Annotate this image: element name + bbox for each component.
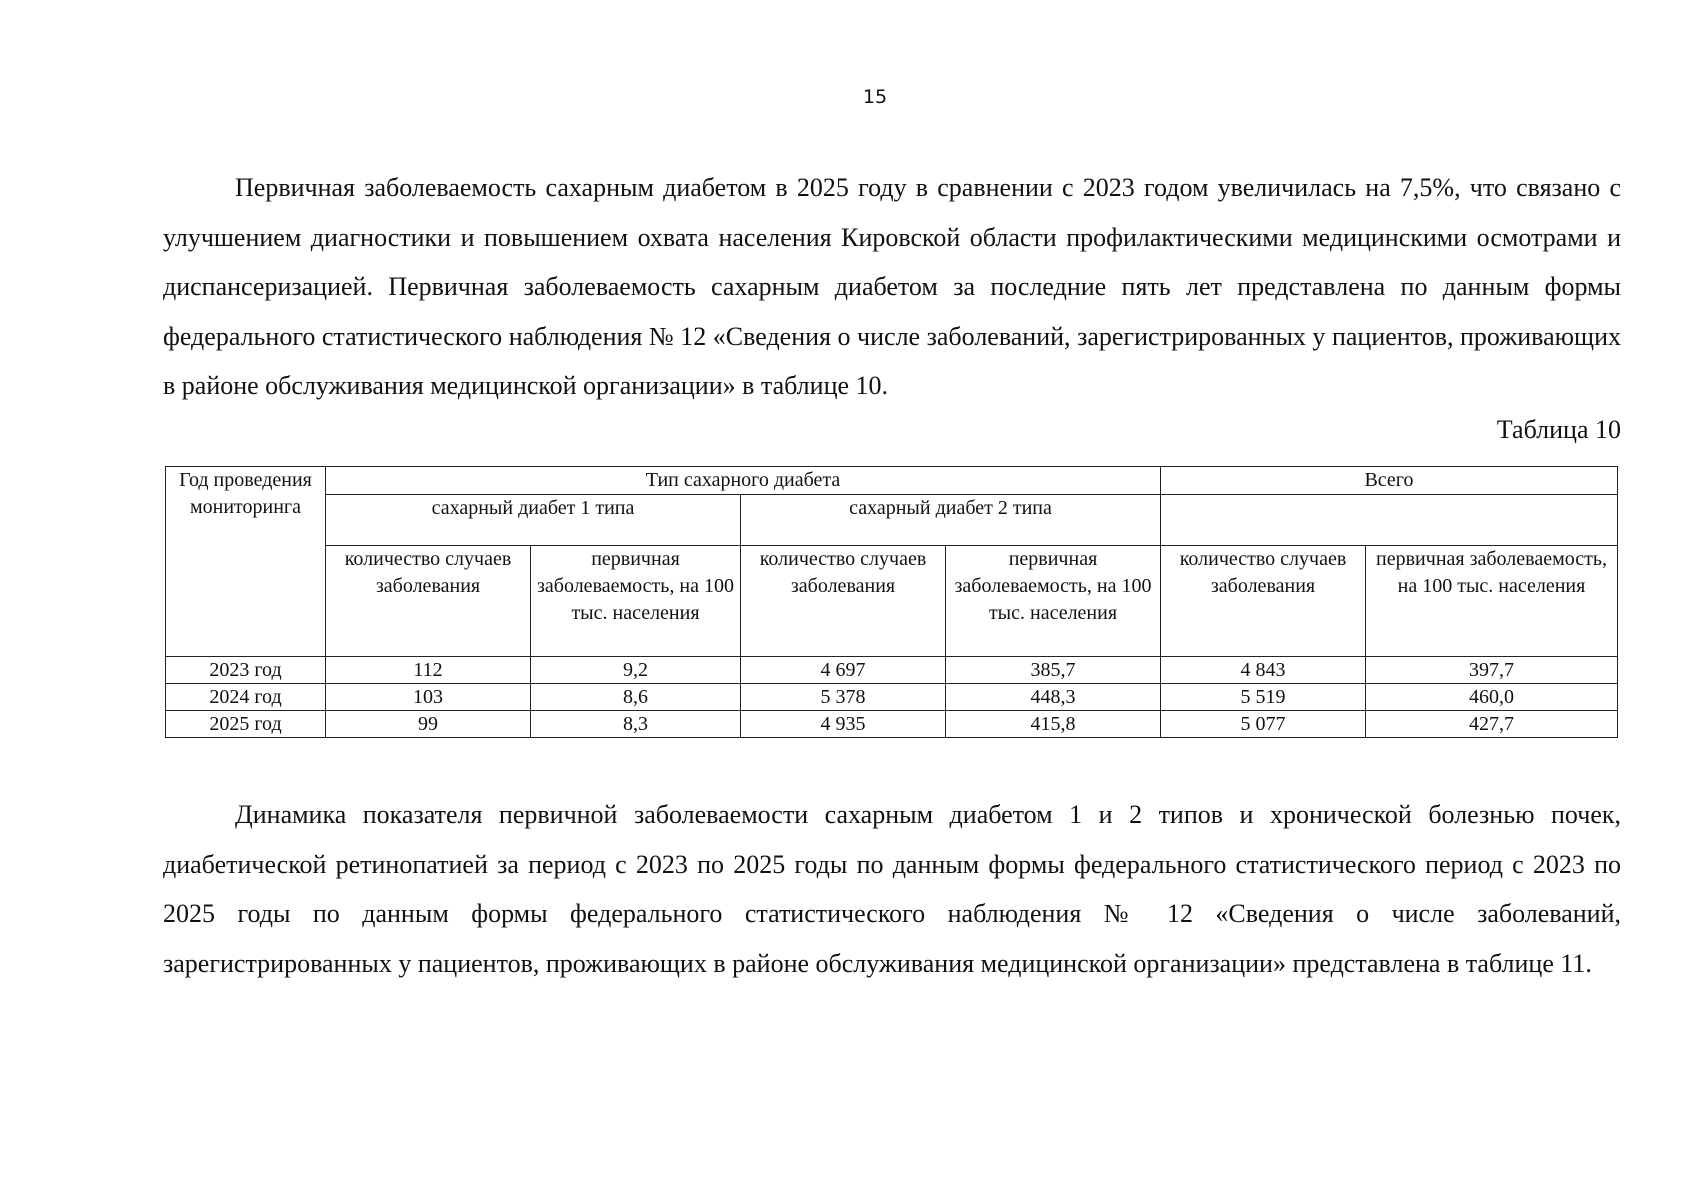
header-total-rate: первичная заболеваемость, на 100 тыс. населения — [1366, 546, 1618, 657]
t2-cases-cell: 5 378 — [741, 684, 946, 711]
page-number: 15 — [862, 86, 888, 108]
intro-paragraph: Первичная заболеваемость сахарным диабетом в 2025 году в сравнении с 2023 годом увеличилась на 7,5%, что связано с улучшением диагностики и повышением охвата населения Кировской области профилактическими медицинскими осмотрами и диспансеризацией. Первичная заболеваемость сахарным диабетом за последние пять лет представлена по данным формы федерального статистического наблюдения № 12 «Сведения о числе заболеваний, зарегистрированных у пациентов, проживающих в районе обслуживания медицинской организации» в таблице 10. — [163, 173, 1621, 400]
header-t2-cases: количество случаев заболевания — [741, 546, 946, 657]
header-type2: сахарный диабет 2 типа — [741, 495, 1161, 546]
table-row — [166, 711, 1618, 738]
header-year: Год проведения мониторинга — [166, 467, 326, 657]
total-cases-cell: 5 077 — [1161, 711, 1366, 738]
table-row — [166, 684, 1618, 711]
t2-rate-cell: 415,8 — [946, 711, 1161, 738]
total-rate-cell: 460,0 — [1366, 684, 1618, 711]
year-cell: 2023 год — [166, 657, 326, 684]
year-cell: 2024 год — [166, 684, 326, 711]
t1-rate-cell: 8,3 — [531, 711, 741, 738]
header-total-cases: количество случаев заболевания — [1161, 546, 1366, 657]
header-t1-rate: первичная заболеваемость, на 100 тыс. населения — [531, 546, 741, 657]
t2-cases-cell: 4 935 — [741, 711, 946, 738]
t2-rate-cell: 385,7 — [946, 657, 1161, 684]
table-caption: Таблица 10 — [1496, 415, 1621, 444]
year-cell: 2025 год — [166, 711, 326, 738]
header-t2-rate: первичная заболеваемость, на 100 тыс. населения — [946, 546, 1161, 657]
dynamics-paragraph: Динамика показателя первичной заболеваемости сахарным диабетом 1 и 2 типов и хронической болезнью почек, диабетической ретинопатией за период с 2023 по 2025 годы по данным формы федерального статистического период с 2023 по 2025 годы по данным формы федерального статистического наблюдения № 12 «Сведения о числе заболеваний, зарегистрированных у пациентов, проживающих в районе обслуживания медицинской организации» представлена в таблице 11. — [163, 800, 1621, 978]
t1-cases-cell: 103 — [326, 684, 531, 711]
table-row — [166, 657, 1618, 684]
total-cases-cell: 5 519 — [1161, 684, 1366, 711]
t1-rate-cell: 9,2 — [531, 657, 741, 684]
t1-rate-cell: 8,6 — [531, 684, 741, 711]
t1-cases-cell: 112 — [326, 657, 531, 684]
t2-rate-cell: 448,3 — [946, 684, 1161, 711]
header-type1: сахарный диабет 1 типа — [326, 495, 741, 546]
diabetes-incidence-table — [165, 466, 1618, 738]
header-total-blank — [1161, 495, 1618, 546]
t1-cases-cell: 99 — [326, 711, 531, 738]
total-rate-cell: 427,7 — [1366, 711, 1618, 738]
header-diabetes-type: Тип сахарного диабета — [326, 467, 1161, 495]
t2-cases-cell: 4 697 — [741, 657, 946, 684]
total-cases-cell: 4 843 — [1161, 657, 1366, 684]
total-rate-cell: 397,7 — [1366, 657, 1618, 684]
header-t1-cases: количество случаев заболевания — [326, 546, 531, 657]
header-total: Всего — [1161, 467, 1618, 495]
